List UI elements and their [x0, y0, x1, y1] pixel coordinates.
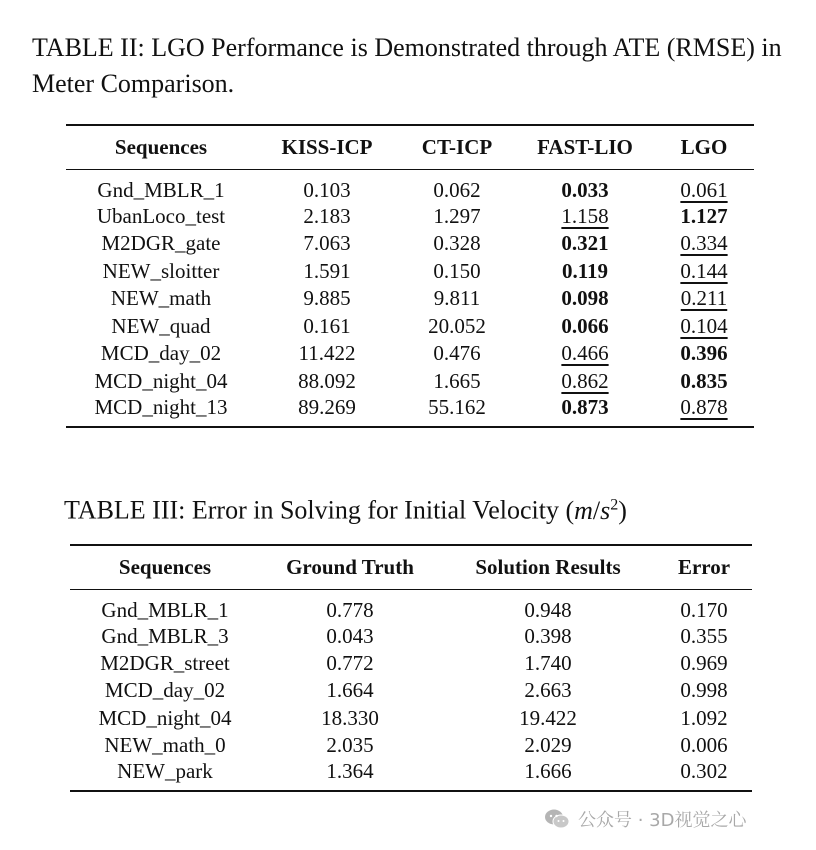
table-header-row: [70, 545, 752, 589]
cell-seq: Gnd_MBLR_1: [101, 597, 229, 622]
cell-gt: 0.778: [326, 597, 374, 622]
cell-err: 0.355: [680, 623, 728, 648]
header-ct-icp: CT-ICP: [398, 125, 516, 169]
table-row: [70, 704, 752, 731]
cell-err: 0.302: [680, 758, 728, 783]
table-3-body: [70, 589, 752, 791]
table-row: [66, 340, 754, 368]
cell-lgo: 0.104: [680, 313, 728, 338]
watermark-text: 公众号 · 3D视觉之心: [578, 810, 747, 831]
cell-gt: 0.772: [326, 650, 374, 675]
cell-fast: 0.066: [561, 313, 609, 338]
cell-fast: 0.033: [561, 177, 609, 202]
header-fast-lio: FAST-LIO: [516, 125, 654, 169]
cell-fast: 0.873: [561, 395, 609, 419]
cell-ct: 20.052: [428, 313, 486, 338]
table-row: [70, 677, 752, 704]
cell-kiss: 9.885: [303, 286, 351, 311]
cell-sol: 0.398: [524, 623, 572, 648]
cell-seq: NEW_sloitter: [102, 258, 220, 283]
cell-ct: 9.811: [433, 286, 481, 311]
table-row: [70, 650, 752, 677]
header-sequences: Sequences: [70, 545, 260, 589]
cell-gt: 2.035: [326, 732, 374, 757]
table-row: [66, 169, 754, 203]
table-row: [70, 589, 752, 623]
cell-ct: 55.162: [428, 395, 486, 419]
table-row: [70, 759, 752, 791]
cell-ct: 0.062: [433, 177, 481, 202]
table-3-caption-text: TABLE III: Error in Solving for Initial Velocity: [64, 495, 559, 525]
cell-seq: UbanLoco_test: [96, 203, 226, 228]
cell-kiss: 7.063: [303, 231, 351, 256]
header-ground-truth: Ground Truth: [260, 545, 440, 589]
cell-gt: 1.664: [326, 678, 374, 703]
unit-exponent: 2: [610, 496, 619, 513]
table-3-caption: [64, 487, 804, 529]
cell-sol: 2.663: [524, 678, 572, 703]
cell-seq: Gnd_MBLR_3: [101, 623, 229, 648]
cell-err: 0.170: [680, 597, 728, 622]
cell-ct: 1.665: [433, 368, 481, 393]
cell-lgo: 1.127: [680, 203, 728, 228]
wechat-icon: [544, 808, 570, 830]
cell-ct: 0.328: [433, 231, 481, 256]
table-row: [66, 258, 754, 286]
unit-close-paren: ): [618, 495, 627, 525]
cell-fast: 0.321: [561, 231, 609, 256]
cell-seq: NEW_quad: [111, 313, 211, 338]
cell-fast: 0.862: [561, 368, 609, 393]
unit-slash: /: [592, 495, 601, 525]
cell-seq: MCD_night_13: [94, 395, 228, 419]
cell-gt: 0.043: [326, 623, 374, 648]
cell-seq: Gnd_MBLR_1: [97, 177, 225, 202]
table-row: [66, 368, 754, 396]
unit-s: s: [600, 495, 611, 525]
table-header-row: [66, 125, 754, 169]
cell-ct: 0.476: [433, 341, 481, 366]
table-row: [66, 203, 754, 231]
cell-fast: 0.119: [561, 258, 609, 283]
table-3-velocity-error: [70, 544, 752, 792]
header-error: Error: [656, 545, 752, 589]
unit-open-paren: (: [565, 495, 575, 525]
cell-sol: 0.948: [524, 597, 572, 622]
cell-lgo: 0.061: [680, 177, 728, 202]
watermark: [544, 806, 746, 832]
cell-kiss: 2.183: [303, 203, 351, 228]
cell-gt: 1.364: [326, 758, 374, 783]
cell-seq: NEW_math_0: [104, 732, 226, 757]
table-2-caption: TABLE II: LGO Performance is Demonstrated through ATE (RMSE) in Meter Comparison.: [32, 33, 782, 98]
table-row: [70, 623, 752, 650]
cell-seq: M2DGR_gate: [101, 231, 221, 256]
table-row: [66, 395, 754, 427]
header-sequences: Sequences: [66, 125, 256, 169]
table-row: [70, 732, 752, 759]
header-lgo: LGO: [654, 125, 754, 169]
table-2-ate-comparison: [66, 124, 754, 428]
cell-seq: MCD_day_02: [104, 678, 226, 703]
cell-kiss: 89.269: [298, 395, 356, 419]
cell-kiss: 0.103: [303, 177, 351, 202]
cell-err: 1.092: [680, 705, 728, 730]
cell-ct: 1.297: [433, 203, 481, 228]
cell-kiss: 0.161: [303, 313, 351, 338]
cell-lgo: 0.878: [680, 395, 728, 419]
cell-kiss: 1.591: [303, 258, 351, 283]
cell-fast: 0.466: [561, 341, 609, 366]
table-row: [66, 285, 754, 313]
cell-lgo: 0.211: [680, 286, 728, 311]
cell-seq: MCD_night_04: [94, 368, 228, 393]
cell-gt: 18.330: [321, 705, 379, 730]
cell-sol: 19.422: [519, 705, 577, 730]
unit-m: m: [574, 495, 593, 525]
cell-lgo: 0.334: [680, 231, 728, 256]
table-row: [66, 230, 754, 258]
table-2-body: [66, 169, 754, 427]
cell-seq: M2DGR_street: [100, 650, 230, 675]
cell-seq: MCD_day_02: [100, 341, 222, 366]
cell-err: 0.006: [680, 732, 728, 757]
cell-kiss: 88.092: [298, 368, 356, 393]
cell-seq: NEW_park: [117, 758, 213, 783]
cell-err: 0.998: [680, 678, 728, 703]
cell-kiss: 11.422: [298, 341, 356, 366]
table-row: [66, 313, 754, 341]
cell-ct: 0.150: [433, 258, 481, 283]
cell-sol: 1.666: [524, 758, 572, 783]
cell-fast: 1.158: [561, 203, 609, 228]
cell-lgo: 0.144: [680, 258, 728, 283]
cell-lgo: 0.396: [680, 341, 728, 366]
cell-seq: MCD_night_04: [98, 705, 232, 730]
header-kiss-icp: KISS-ICP: [256, 125, 398, 169]
cell-lgo: 0.835: [680, 368, 728, 393]
cell-sol: 2.029: [524, 732, 572, 757]
cell-sol: 1.740: [524, 650, 572, 675]
cell-err: 0.969: [680, 650, 728, 675]
velocity-unit: [565, 496, 626, 525]
cell-seq: NEW_math: [110, 286, 212, 311]
cell-fast: 0.098: [561, 286, 609, 311]
header-solution-results: Solution Results: [440, 545, 656, 589]
